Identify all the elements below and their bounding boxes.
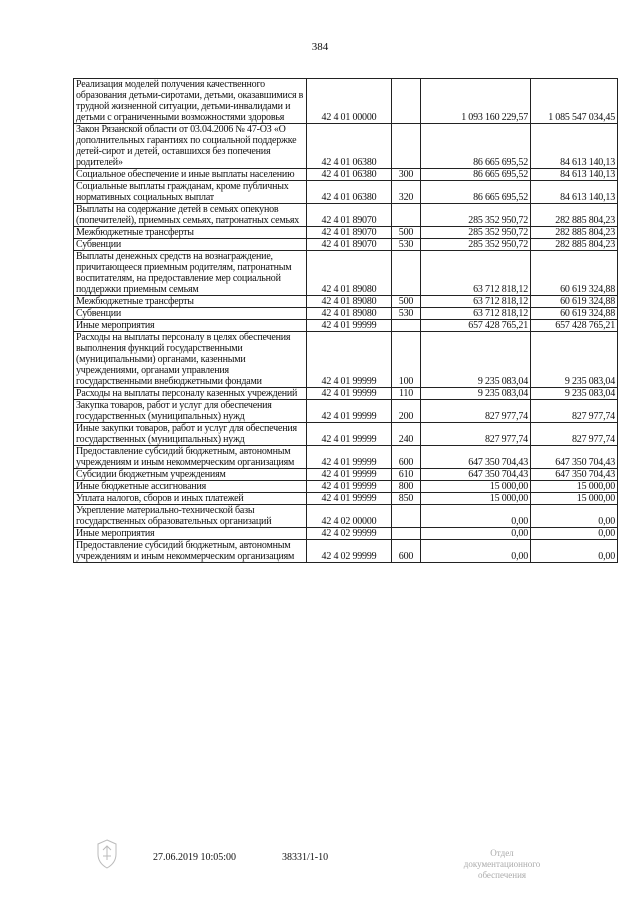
row-name: Иные мероприятия [74,528,307,540]
row-sum-2019: 827 977,74 [421,423,531,446]
row-sum-executed: 84 613 140,13 [531,181,618,204]
row-sum-executed: 647 350 704,43 [531,469,618,481]
row-code: 42 4 01 99999 [307,320,392,332]
row-code: 42 4 01 89080 [307,251,392,296]
row-sum-2019: 86 665 695,52 [421,181,531,204]
row-expense-type: 530 [392,239,421,251]
row-sum-executed: 15 000,00 [531,481,618,493]
row-sum-executed: 0,00 [531,505,618,528]
row-expense-type: 200 [392,400,421,423]
row-name: Предоставление субсидий бюджетным, автономным учреждениям и иным некоммерческим организациям [74,446,307,469]
row-code: 42 4 01 00000 [307,79,392,124]
table-row [74,423,618,446]
row-expense-type: 610 [392,469,421,481]
row-sum-executed: 60 619 324,88 [531,296,618,308]
table-row [74,251,618,296]
row-name: Субвенции [74,239,307,251]
row-name: Иные бюджетные ассигнования [74,481,307,493]
row-sum-2019: 647 350 704,43 [421,469,531,481]
row-name: Расходы на выплаты персоналу в целях обеспечения выполнения функций государственными (муниципальными) органами, казенными учреждениями, органами управления государственными внебюджетными фондами [74,332,307,388]
row-sum-2019: 9 235 083,04 [421,332,531,388]
row-sum-executed: 60 619 324,88 [531,308,618,320]
row-sum-2019: 647 350 704,43 [421,446,531,469]
row-code: 42 4 01 06380 [307,181,392,204]
row-sum-executed: 60 619 324,88 [531,251,618,296]
row-sum-executed: 282 885 804,23 [531,204,618,227]
table-row [74,320,618,332]
row-expense-type: 600 [392,540,421,563]
page-number: 384 [311,41,329,53]
row-code: 42 4 02 00000 [307,505,392,528]
row-expense-type: 500 [392,227,421,239]
row-name: Социальные выплаты гражданам, кроме публичных нормативных социальных выплат [74,181,307,204]
table-row [74,227,618,239]
budget-table-body [74,79,618,563]
row-code: 42 4 01 99999 [307,388,392,400]
row-name: Расходы на выплаты персоналу казенных учреждений [74,388,307,400]
table-row [74,400,618,423]
row-name: Закон Рязанской области от 03.04.2006 № 47-ОЗ «О дополнительных гарантиях по социальной поддержке детей-сирот и детей, оставшихся без попечения родителей» [74,124,307,169]
row-code: 42 4 01 99999 [307,423,392,446]
row-sum-2019: 86 665 695,52 [421,124,531,169]
row-sum-executed: 84 613 140,13 [531,124,618,169]
row-sum-executed: 0,00 [531,528,618,540]
row-expense-type: 320 [392,181,421,204]
row-name: Выплаты на содержание детей в семьях опекунов (попечителей), приемных семьях, патронатных семьях [74,204,307,227]
row-sum-executed: 84 613 140,13 [531,169,618,181]
table-row [74,124,618,169]
row-sum-executed: 9 235 083,04 [531,388,618,400]
row-name: Выплаты денежных средств на вознаграждение, причитающееся приемным родителям, патронатным воспитателям, на предоставление мер социальной поддержки приемным семьям [74,251,307,296]
row-expense-type [392,528,421,540]
row-code: 42 4 02 99999 [307,528,392,540]
row-expense-type: 530 [392,308,421,320]
row-name: Субсидии бюджетным учреждениям [74,469,307,481]
row-name: Субвенции [74,308,307,320]
row-sum-2019: 9 235 083,04 [421,388,531,400]
row-name: Укрепление материально-технической базы государственных образовательных организаций [74,505,307,528]
row-code: 42 4 01 89070 [307,204,392,227]
row-code: 42 4 01 89070 [307,239,392,251]
row-expense-type: 500 [392,296,421,308]
row-expense-type [392,251,421,296]
row-code: 42 4 01 89080 [307,296,392,308]
row-expense-type: 600 [392,446,421,469]
row-code: 42 4 01 06380 [307,169,392,181]
row-name: Уплата налогов, сборов и иных платежей [74,493,307,505]
row-code: 42 4 01 89080 [307,308,392,320]
coat-of-arms-icon [94,838,120,870]
row-sum-2019: 1 093 160 229,57 [421,79,531,124]
row-expense-type [392,79,421,124]
row-sum-executed: 9 235 083,04 [531,332,618,388]
row-sum-2019: 63 712 818,12 [421,251,531,296]
row-expense-type: 240 [392,423,421,446]
row-name: Реализация моделей получения качественного образования детьми-сиротами, детьми, оказавшимися в трудной жизненной ситуации, детьми-инвалидами и детьми с ограниченными возможностями здоровья [74,79,307,124]
row-expense-type [392,505,421,528]
row-sum-executed: 282 885 804,23 [531,227,618,239]
table-row [74,505,618,528]
row-sum-2019: 827 977,74 [421,400,531,423]
row-sum-executed: 282 885 804,23 [531,239,618,251]
row-code: 42 4 01 99999 [307,469,392,481]
table-row [74,332,618,388]
table-row [74,204,618,227]
row-sum-executed: 647 350 704,43 [531,446,618,469]
row-name: Иные мероприятия [74,320,307,332]
row-sum-2019: 0,00 [421,505,531,528]
row-expense-type [392,320,421,332]
budget-table [73,78,618,563]
table-row [74,540,618,563]
row-sum-2019: 657 428 765,21 [421,320,531,332]
row-sum-2019: 15 000,00 [421,493,531,505]
department-stamp-line1: Отдел документационного [463,848,541,869]
table-row [74,239,618,251]
row-sum-executed: 15 000,00 [531,493,618,505]
row-code: 42 4 01 99999 [307,400,392,423]
row-expense-type [392,204,421,227]
table-row [74,296,618,308]
row-code: 42 4 01 99999 [307,446,392,469]
row-sum-2019: 0,00 [421,540,531,563]
table-row [74,446,618,469]
row-sum-executed: 0,00 [531,540,618,563]
table-row [74,481,618,493]
table-row [74,169,618,181]
row-code: 42 4 02 99999 [307,540,392,563]
row-code: 42 4 01 99999 [307,332,392,388]
table-row [74,493,618,505]
row-expense-type [392,124,421,169]
row-sum-executed: 827 977,74 [531,400,618,423]
table-row [74,308,618,320]
row-code: 42 4 01 99999 [307,481,392,493]
row-sum-executed: 1 085 547 034,45 [531,79,618,124]
row-code: 42 4 01 06380 [307,124,392,169]
row-sum-executed: 827 977,74 [531,423,618,446]
department-stamp-line2: обеспечения [477,870,527,880]
department-stamp [452,848,552,881]
row-expense-type: 850 [392,493,421,505]
table-row [74,469,618,481]
row-name: Иные закупки товаров, работ и услуг для обеспечения государственных (муниципальных) нужд [74,423,307,446]
row-expense-type: 100 [392,332,421,388]
row-code: 42 4 01 89070 [307,227,392,239]
row-sum-2019: 285 352 950,72 [421,204,531,227]
row-code: 42 4 01 99999 [307,493,392,505]
row-sum-2019: 63 712 818,12 [421,296,531,308]
row-sum-executed: 657 428 765,21 [531,320,618,332]
row-sum-2019: 63 712 818,12 [421,308,531,320]
footer-date: 27.06.2019 10:05:00 [153,852,237,863]
table-row [74,181,618,204]
row-sum-2019: 285 352 950,72 [421,227,531,239]
footer-document-number: 38331/1-10 [282,852,329,863]
row-name: Закупка товаров, работ и услуг для обеспечения государственных (муниципальных) нужд [74,400,307,423]
row-sum-2019: 0,00 [421,528,531,540]
row-sum-2019: 15 000,00 [421,481,531,493]
row-name: Социальное обеспечение и иные выплаты населению [74,169,307,181]
table-row [74,79,618,124]
row-name: Межбюджетные трансферты [74,227,307,239]
table-row [74,528,618,540]
row-name: Предоставление субсидий бюджетным, автономным учреждениям и иным некоммерческим организациям [74,540,307,563]
row-name: Межбюджетные трансферты [74,296,307,308]
row-expense-type: 300 [392,169,421,181]
row-expense-type: 110 [392,388,421,400]
row-sum-2019: 86 665 695,52 [421,169,531,181]
table-row [74,388,618,400]
row-expense-type: 800 [392,481,421,493]
row-sum-2019: 285 352 950,72 [421,239,531,251]
